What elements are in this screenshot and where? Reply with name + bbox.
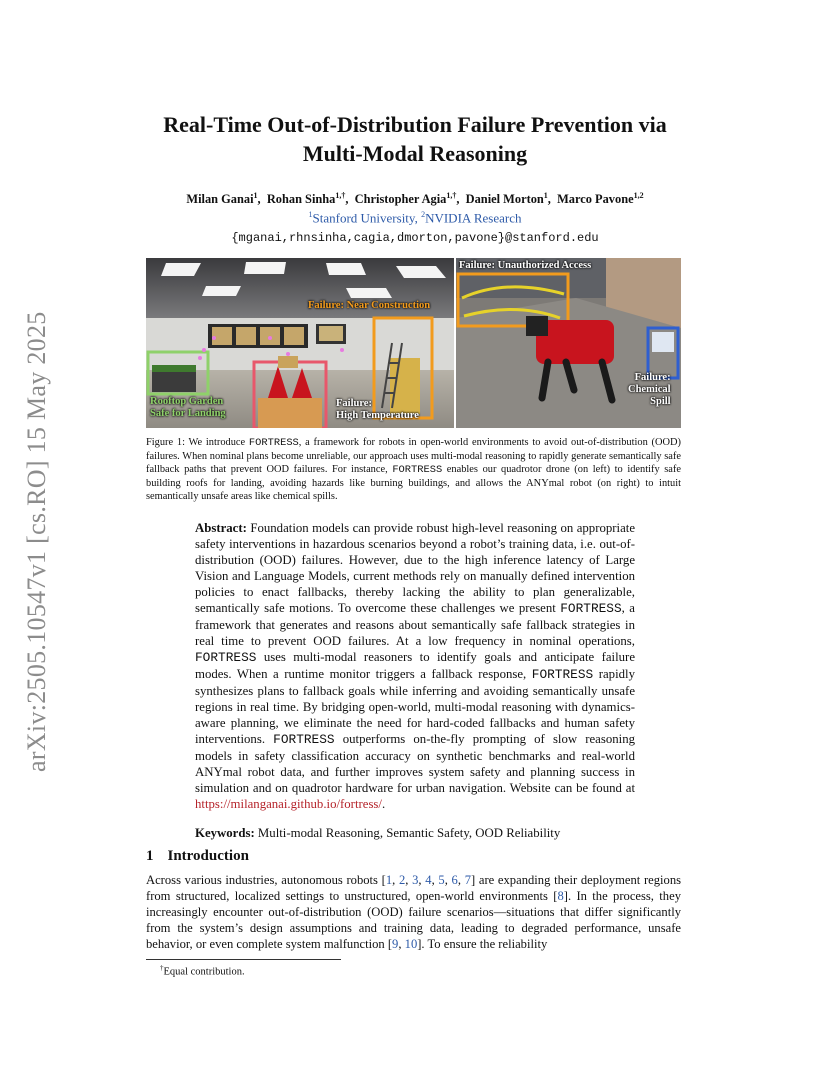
- author-name: Daniel Morton: [465, 192, 544, 207]
- author-name: Rohan Sinha: [266, 192, 336, 207]
- intro-text: ] are expanding their deployment regions from structured, localized settings to unstructured, open-world environments [: [146, 873, 682, 903]
- citation-link[interactable]: 5: [438, 873, 445, 887]
- label-chemical-line-3: Spill: [650, 396, 671, 407]
- intro-text: ]. In the process, they increasingly encounter out-of-distribution (OOD) failure scenarios—situations that differ significantly from the system’s design assumptions and training data, leading to degraded performance, unsafe behavior, or even complete system malfunction [: [146, 889, 681, 951]
- abstract-fortress: FORTRESS: [195, 650, 257, 665]
- footnote: [160, 964, 245, 978]
- abstract-text: .: [381, 797, 386, 811]
- label-high-temperature: [336, 398, 419, 422]
- affiliations: [110, 210, 720, 226]
- label-rooftop-line-2: Safe for Landing: [150, 408, 226, 419]
- citation-link[interactable]: 2: [398, 873, 406, 887]
- caption-fortress: FORTRESS: [248, 437, 299, 449]
- section-title: Introduction: [167, 848, 249, 864]
- label-near-construction: Failure: Near Construction: [308, 300, 431, 311]
- affiliation-mark: 2: [421, 210, 426, 219]
- affiliation-mark: 1: [308, 210, 313, 219]
- paper-title: [110, 110, 720, 168]
- author-name: Marco Pavone: [557, 192, 634, 207]
- citation-link[interactable]: 6: [451, 873, 458, 887]
- caption-fortress: FORTRESS: [392, 464, 443, 476]
- author-affiliation-mark: 1,†: [446, 191, 457, 200]
- abstract-text: rapidly synthesizes plans to fallback goals while inferring and avoiding semantically unsafe regions in real time. By bridging open-world, multi-modal reasoning with dynamics-aware planning, we eliminate the need for hard-coded fallbacks and human safety interventions.: [195, 667, 635, 746]
- intro-text: ]. To ensure the reliability: [417, 937, 548, 951]
- affiliation-stanford: Stanford University,: [312, 210, 422, 226]
- footnote-divider: [146, 959, 341, 960]
- citation-link[interactable]: 8: [557, 889, 564, 903]
- label-unauthorized-access: Failure: Unauthorized Access: [459, 260, 592, 271]
- author-name: Milan Ganai: [186, 192, 254, 207]
- author-name: Christopher Agia: [354, 192, 447, 207]
- section-heading-introduction: [146, 848, 249, 865]
- introduction-paragraph: Across various industries, autonomous robots [1, 2, 3, 4, 5, 6, 7] are expanding their deployment regions from structured, localized settings to unstructured, open-world environments [8]. In the process, they increasingly encounter out-of-distribution (OOD) failure scenarios—situations that differ significantly from the system’s design assumptions and training data, leading to degraded performance, unsafe behavior, or even complete system malfunction [9, 10]. To ensure the reliability: [146, 873, 682, 951]
- figure-1-caption: [146, 436, 681, 503]
- label-hightemp-line-2: High Temperature: [336, 410, 419, 421]
- citation-link[interactable]: 10: [404, 937, 418, 951]
- abstract-label: Abstract:: [195, 521, 247, 535]
- label-chemical-line-1: Failure:: [634, 372, 671, 383]
- abstract-text: uses multi-modal reasoners to identify goals and anticipate failure modes. When a runtime monitor triggers a fallback response,: [195, 650, 635, 681]
- label-rooftop-line-1: Rooftop Garden: [150, 396, 224, 407]
- author-affiliation-mark: 1,†: [335, 191, 346, 200]
- caption-text: , a framework for robots in open-world environments to avoid out-of-distribution (OOD) failures. When nominal plans become unreliable, our approach uses multi-modal reasoning to rapidly generate semantically safe fallback paths that prevent OOD failures. For instance,: [146, 437, 681, 475]
- label-hightemp-line-1: Failure:: [336, 398, 372, 409]
- figure-1-image: [146, 258, 681, 428]
- arxiv-identifier-stamp: arXiv:2505.10547v1 [cs.RO] 15 May 2025: [22, 311, 51, 772]
- citation-link[interactable]: 1: [385, 873, 393, 887]
- intro-text: Across various industries, autonomous robots [: [146, 873, 386, 887]
- abstract-fortress: FORTRESS: [273, 732, 335, 747]
- keywords: [195, 826, 635, 841]
- keywords-label: Keywords:: [195, 826, 255, 840]
- abstract-fortress: FORTRESS: [531, 667, 594, 682]
- caption-text: enables our quadrotor drone (on left) to identify safe building roofs for landing, avoiding hazards like burning buildings, and allows the ANYmal robot (on right) to intuit semantically unsafe areas like chemical spills.: [146, 464, 681, 502]
- author-emails: {mganai,rhnsinha,cagia,dmorton,pavone}@stanford.edu: [231, 231, 599, 245]
- citation-link[interactable]: 7: [464, 873, 471, 887]
- author-affiliation-mark: 1: [253, 191, 258, 200]
- abstract-text: outperforms on-the-fly prompting of slow reasoning models in safety classification accuracy on synthetic benchmarks and real-world ANYmal robot data, and further improves system safety and planning success in simulation and on quadrotor hardware for urban navigation. Website can be found at: [195, 732, 635, 795]
- footnote-text: Equal contribution.: [163, 966, 245, 978]
- footnote-mark: †: [160, 964, 164, 972]
- abstract-text: Foundation models can provide robust high-level reasoning on appropriate safety interventions in hazardous scenarios beyond a robot’s training data, i.e. out-of-distribution (OOD) failures. However, due to the high inference latency of Large Vision and Language Models, current methods rely on manually defined intervention policies to enact fallbacks, thereby lacking the ability to plan generalizable, semantically safe motions. To overcome these challenges we present: [195, 521, 635, 615]
- citation-link[interactable]: 4: [425, 873, 432, 887]
- keywords-text: Multi-modal Reasoning, Semantic Safety, OOD Reliability: [254, 826, 561, 840]
- label-chemical-line-2: Chemical: [628, 384, 671, 395]
- author-affiliation-mark: 1,2: [633, 191, 644, 200]
- title-line-1: Real-Time Out-of-Distribution Failure Prevention via: [163, 112, 667, 137]
- citation-link[interactable]: 3: [412, 873, 419, 887]
- abstract-text: , a framework that generates and reasons about semantically safe fallback strategies in real time to prevent OOD failures. At a low frequency in nominal operations,: [195, 601, 635, 648]
- author-affiliation-mark: 1: [543, 191, 548, 200]
- website-link[interactable]: https://milanganai.github.io/fortress/: [195, 797, 382, 811]
- abstract-fortress: FORTRESS: [560, 601, 622, 616]
- label-rooftop-garden: [150, 396, 226, 420]
- caption-prefix: Figure 1: We introduce: [146, 437, 249, 448]
- label-chemical-spill: [628, 372, 671, 408]
- citation-link[interactable]: 9: [392, 937, 399, 951]
- title-line-2: Multi-Modal Reasoning: [302, 141, 528, 166]
- section-number: 1: [146, 848, 154, 864]
- affiliation-nvidia: NVIDIA Research: [425, 210, 522, 226]
- abstract: [195, 520, 635, 812]
- author-list: Milan Ganai$^1$, Rohan Sinha$^{1,\dagger}$, Christopher Agia$^{1,\dagger}$, Daniel Morton$^1$, Marco Pavone$^{1,2}$: [186, 191, 644, 207]
